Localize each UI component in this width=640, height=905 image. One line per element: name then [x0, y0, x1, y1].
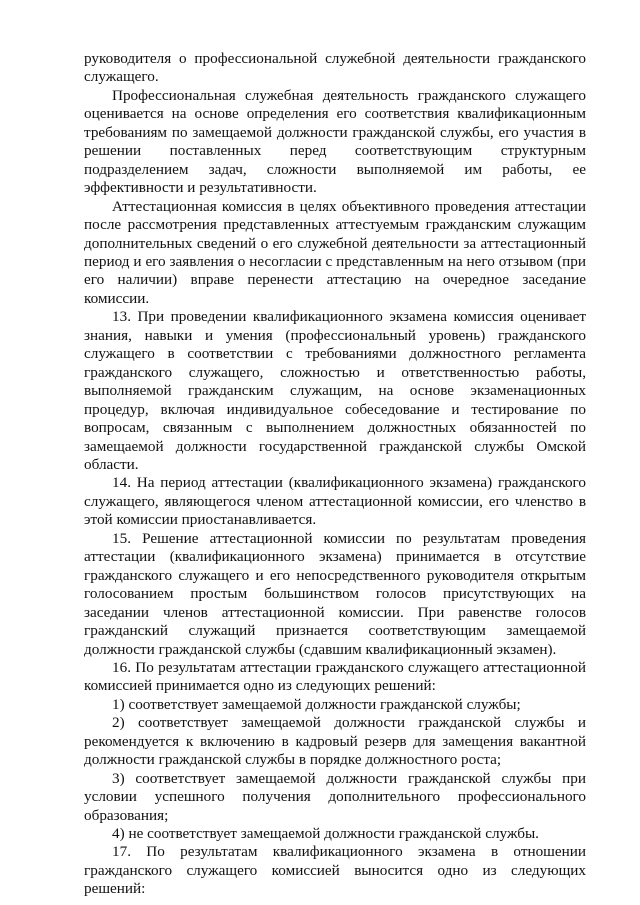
decision-option-3: 3) соответствует замещаемой должности гражданской службы при условии успешного получения дополнительного профессионального образования; [84, 769, 586, 824]
paragraph-item-15: 15. Решение аттестационной комиссии по результатам проведения аттестации (квалификационного экзамена) принимается в отсутствие гражданского служащего и его непосредственного руководителя открытым голосованием простым большинством голосов присутствующих на заседании членов аттестационной комиссии. При равенстве голосов гражданский служащий признается соответствующим замещаемой должности гражданской службы (сдавшим квалификационный экзамен). [84, 529, 586, 658]
document-page [84, 50, 586, 899]
paragraph-commission-postpone: Аттестационная комиссия в целях объективного проведения аттестации после рассмотрения представленных аттестуемым гражданским служащим дополнительных сведений о его служебной деятельности за аттестационный период и его заявления о несогласии с представленным на него отзывом (при его наличии) вправе перенести аттестацию на очередное заседание комиссии. [84, 197, 586, 307]
paragraph-item-16: 16. По результатам аттестации гражданского служащего аттестационной комиссией принимается одно из следующих решений: [84, 658, 586, 695]
decision-option-2: 2) соответствует замещаемой должности гражданской службы и рекомендуется к включению в кадровый резерв для замещения вакантной должности гражданской службы в порядке должностного роста; [84, 714, 586, 769]
paragraph-item-13: 13. При проведении квалификационного экзамена комиссия оценивает знания, навыки и умения (профессиональный уровень) гражданского служащего в соответствии с требованиями должностного регламента гражданского служащего, сложностью и ответственностью работы, выполняемой гражданским служащим, на основе экзаменационных процедур, включая индивидуальное собеседование и тестирование по вопросам, связанным с выполнением должностных обязанностей по замещаемой должности государственной гражданской службы Омской области. [84, 308, 586, 473]
paragraph-item-14: 14. На период аттестации (квалификационного экзамена) гражданского служащего, являющегося членом аттестационной комиссии, его членство в этой комиссии приостанавливается. [84, 474, 586, 529]
decision-option-4: 4) не соответствует замещаемой должности гражданской службы. [112, 825, 539, 843]
paragraph-item-17: 17. По результатам квалификационного экзамена в отношении гражданского служащего комиссией выносится одно из следующих решений: [84, 843, 586, 898]
paragraph-continuation: руководителя о профессиональной служебной деятельности гражданского служащего. [84, 50, 586, 86]
paragraph-activity-evaluation: Профессиональная служебная деятельность гражданского служащего оценивается на основе определения его соответствия квалификационным требованиям по замещаемой должности гражданской службы, его участия в решении поставленных перед соответствующим структурным подразделением задач, сложности выполняемой им работы, ее эффективности и результативности. [84, 86, 586, 197]
decision-option-1: 1) соответствует замещаемой должности гражданской службы; [112, 695, 521, 713]
